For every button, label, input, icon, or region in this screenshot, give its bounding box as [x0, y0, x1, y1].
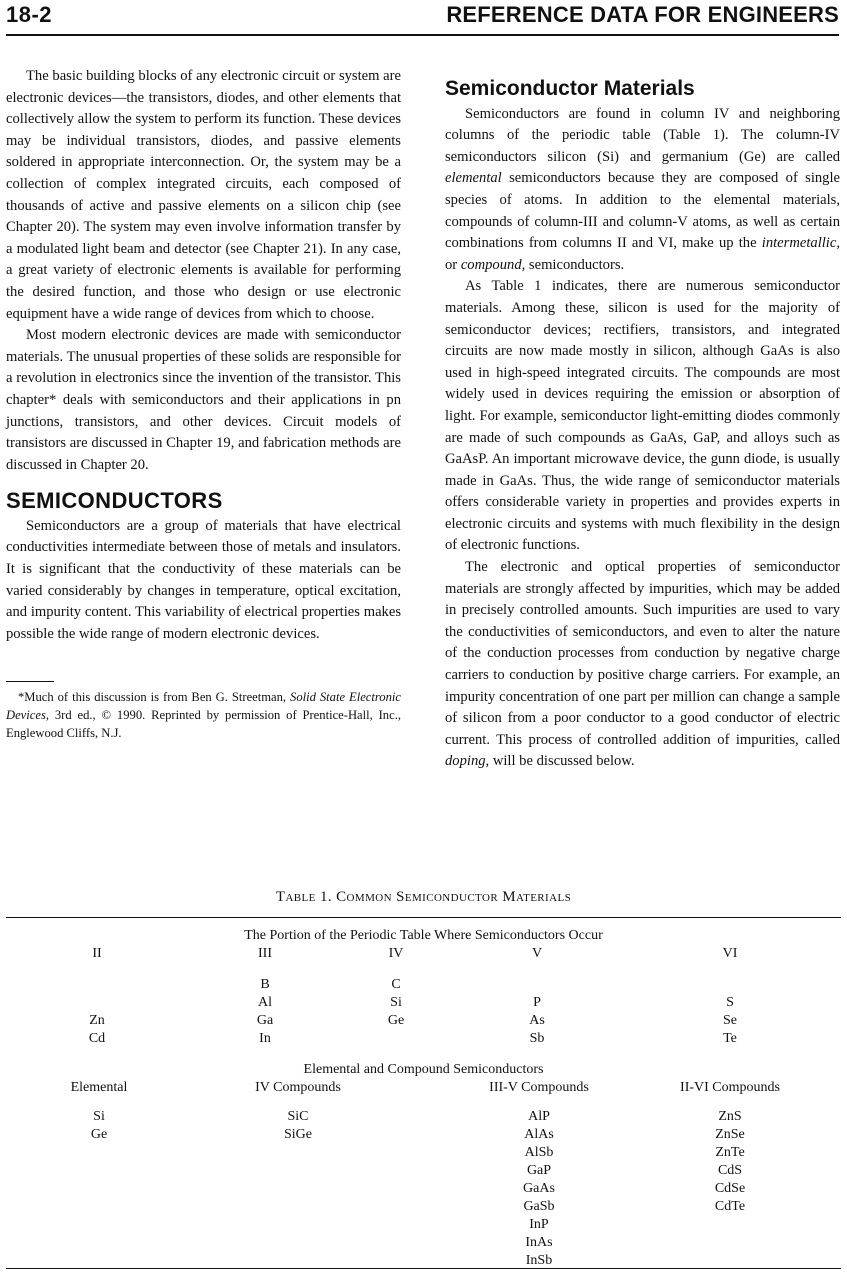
footnote: *Much of this discussion is from Ben G. Streetman, Solid State Electronic Devices, 3rd ed., © 1990. Reprinted by permission of Prentice-Hall, Inc., Englewood Cliffs, N.J.	[6, 690, 401, 741]
periodic-column-header: VI	[722, 946, 738, 961]
compound-column-header: II-VI Compounds	[680, 1080, 780, 1095]
page-number: 18-2	[6, 2, 53, 27]
element-symbol: C	[391, 977, 401, 992]
iii-v-compound: AlP	[528, 1109, 550, 1124]
page-header	[6, 2, 839, 32]
elemental-semiconductor: Si	[93, 1109, 105, 1124]
semiconductor-table	[0, 928, 847, 1268]
compound-column-header: III-V Compounds	[489, 1080, 589, 1095]
iii-v-compound: GaAs	[523, 1181, 555, 1196]
periodic-column-header: IV	[388, 946, 404, 961]
periodic-table-heading: The Portion of the Periodic Table Where Semiconductors Occur	[244, 928, 603, 943]
compound-column-header: IV Compounds	[255, 1080, 341, 1095]
running-title: REFERENCE DATA FOR ENGINEERS	[446, 2, 839, 27]
iii-v-compound: GaP	[526, 1163, 552, 1178]
iii-v-compound: GaSb	[523, 1199, 555, 1214]
iii-v-compound: InAs	[525, 1235, 553, 1250]
header-rule	[6, 34, 839, 36]
compound-column-header: Elemental	[70, 1080, 128, 1095]
element-symbol: Sb	[529, 1031, 545, 1046]
materials-paragraph-3: The electronic and optical properties of semiconductor materials are strongly affected by impurities, which may be added in precisely controlled amounts. Such impurities are used to vary the conductivities of semiconductors, and even to alter the nature of the conduction processes from conduction by negative charge carriers to conduction by positive charge carriers. For example, an impurity concentration of one part per million can change a sample of silicon from a poor conductor to a good conductor of electric current. This process of controlled addition of impurities, called doping, will be discussed below.	[445, 559, 840, 770]
footnote-book-title: Solid State Electronic Devices,	[6, 690, 401, 723]
materials-paragraph-1: Semiconductors are found in column IV and neighboring columns of the periodic table (Table 1). The column-IV semiconductors silicon (Si) and germanium (Ge) are called elemental semiconductors because they are composed of single species of atoms. In addition to the elemental materials, compounds of column-III and column-V atoms, as well as certain combinations from columns II and VI, make up the intermetallic, or compound, semiconductors.	[445, 105, 840, 273]
periodic-column-header: II	[92, 946, 102, 961]
element-symbol: S	[726, 995, 734, 1010]
element-symbol: As	[529, 1013, 545, 1028]
subsection-heading: Semiconductor Materials	[445, 77, 695, 100]
table-bottom-rule	[6, 1268, 841, 1269]
iii-v-compound: AlAs	[524, 1127, 554, 1142]
section-heading: SEMICONDUCTORS	[6, 488, 223, 514]
iv-compound: SiGe	[284, 1127, 312, 1142]
element-symbol: Ga	[256, 1013, 274, 1028]
iii-v-compound: AlSb	[524, 1145, 554, 1160]
ii-vi-compound: CdSe	[714, 1181, 746, 1196]
element-symbol: Zn	[89, 1013, 105, 1028]
compounds-heading: Elemental and Compound Semiconductors	[303, 1062, 544, 1077]
iii-v-compound: InP	[529, 1217, 549, 1232]
table-top-rule	[6, 917, 841, 918]
element-symbol: Cd	[88, 1031, 106, 1046]
iv-compound: SiC	[287, 1109, 309, 1124]
section-paragraph: Semiconductors are a group of materials that have electrical conductivities intermediate between those of metals and insulators. It is significant that the conductivity of these materials can be varied considerably by changes in temperature, optical excitation, and impurity content. This variability of electrical properties makes possible the wide range of modern electronic devices.	[6, 517, 401, 642]
element-symbol: Se	[723, 1013, 737, 1028]
elemental-semiconductor: Ge	[90, 1127, 108, 1142]
iii-v-compound: InSb	[525, 1253, 553, 1268]
element-symbol: Al	[258, 995, 272, 1010]
element-symbol: P	[533, 995, 541, 1010]
element-symbol: Si	[390, 995, 402, 1010]
element-symbol: In	[259, 1031, 271, 1046]
ii-vi-compound: ZnTe	[715, 1145, 745, 1160]
left-column	[6, 66, 401, 742]
right-column	[445, 78, 840, 773]
element-symbol: Ge	[387, 1013, 405, 1028]
materials-paragraph-2: As Table 1 indicates, there are numerous semiconductor materials. Among these, silicon is used for the majority of semiconductor devices; rectifiers, transistors, and integrated circuits are now made mostly in silicon, although GaAs is also used in high-speed integrated circuits. The compounds are most widely used in devices requiring the emission or absorption of light. For example, semiconductor light-emitting diodes commonly are made of such compounds as GaAs, GaP, and alloys such as GaAsP. An important microwave device, the gunn diode, is usually made in GaAs. Thus, the wide range of semiconductor materials offers considerable variety in properties and provides experts in electronic circuits and systems with much flexibility in the design of electronic functions.	[445, 278, 840, 554]
periodic-column-header: III	[258, 946, 272, 961]
intro-paragraph-1: The basic building blocks of any electronic circuit or system are electronic devices—the transistors, diodes, and other elements that collectively allow the system to perform its function. These devices may be individual transistors, diodes, and passive elements soldered in appropriate interconnection. Or, the system may be a collection of complex integrated circuits, each composed of thousands of active and passive elements on a silicon chip (see Chapter 20). The system may even involve information transfer by a modulated light beam and detector (see Chapter 21). In any case, a great variety of electronic elements is available for performing the desired function, and those who design or use electronic equipment have a wide range of devices from which to choose.	[6, 68, 401, 322]
element-symbol: Te	[723, 1031, 737, 1046]
ii-vi-compound: CdS	[717, 1163, 743, 1178]
ii-vi-compound: CdTe	[714, 1199, 746, 1214]
periodic-column-header: V	[531, 946, 543, 961]
footnote-rule	[6, 681, 54, 682]
ii-vi-compound: ZnSe	[715, 1127, 745, 1142]
element-symbol: B	[260, 977, 270, 992]
intro-paragraph-2: Most modern electronic devices are made with semiconductor materials. The unusual properties of these solids are responsible for a revolution in electronics since the invention of the transistor. This chapter* deals with semiconductors and their applications in pn junctions, transistors, and other devices. Circuit models of transistors are discussed in Chapter 19, and fabrication methods are discussed in Chapter 20.	[6, 327, 401, 473]
ii-vi-compound: ZnS	[718, 1109, 742, 1124]
table-caption: Table 1. Common Semiconductor Materials	[275, 889, 572, 905]
